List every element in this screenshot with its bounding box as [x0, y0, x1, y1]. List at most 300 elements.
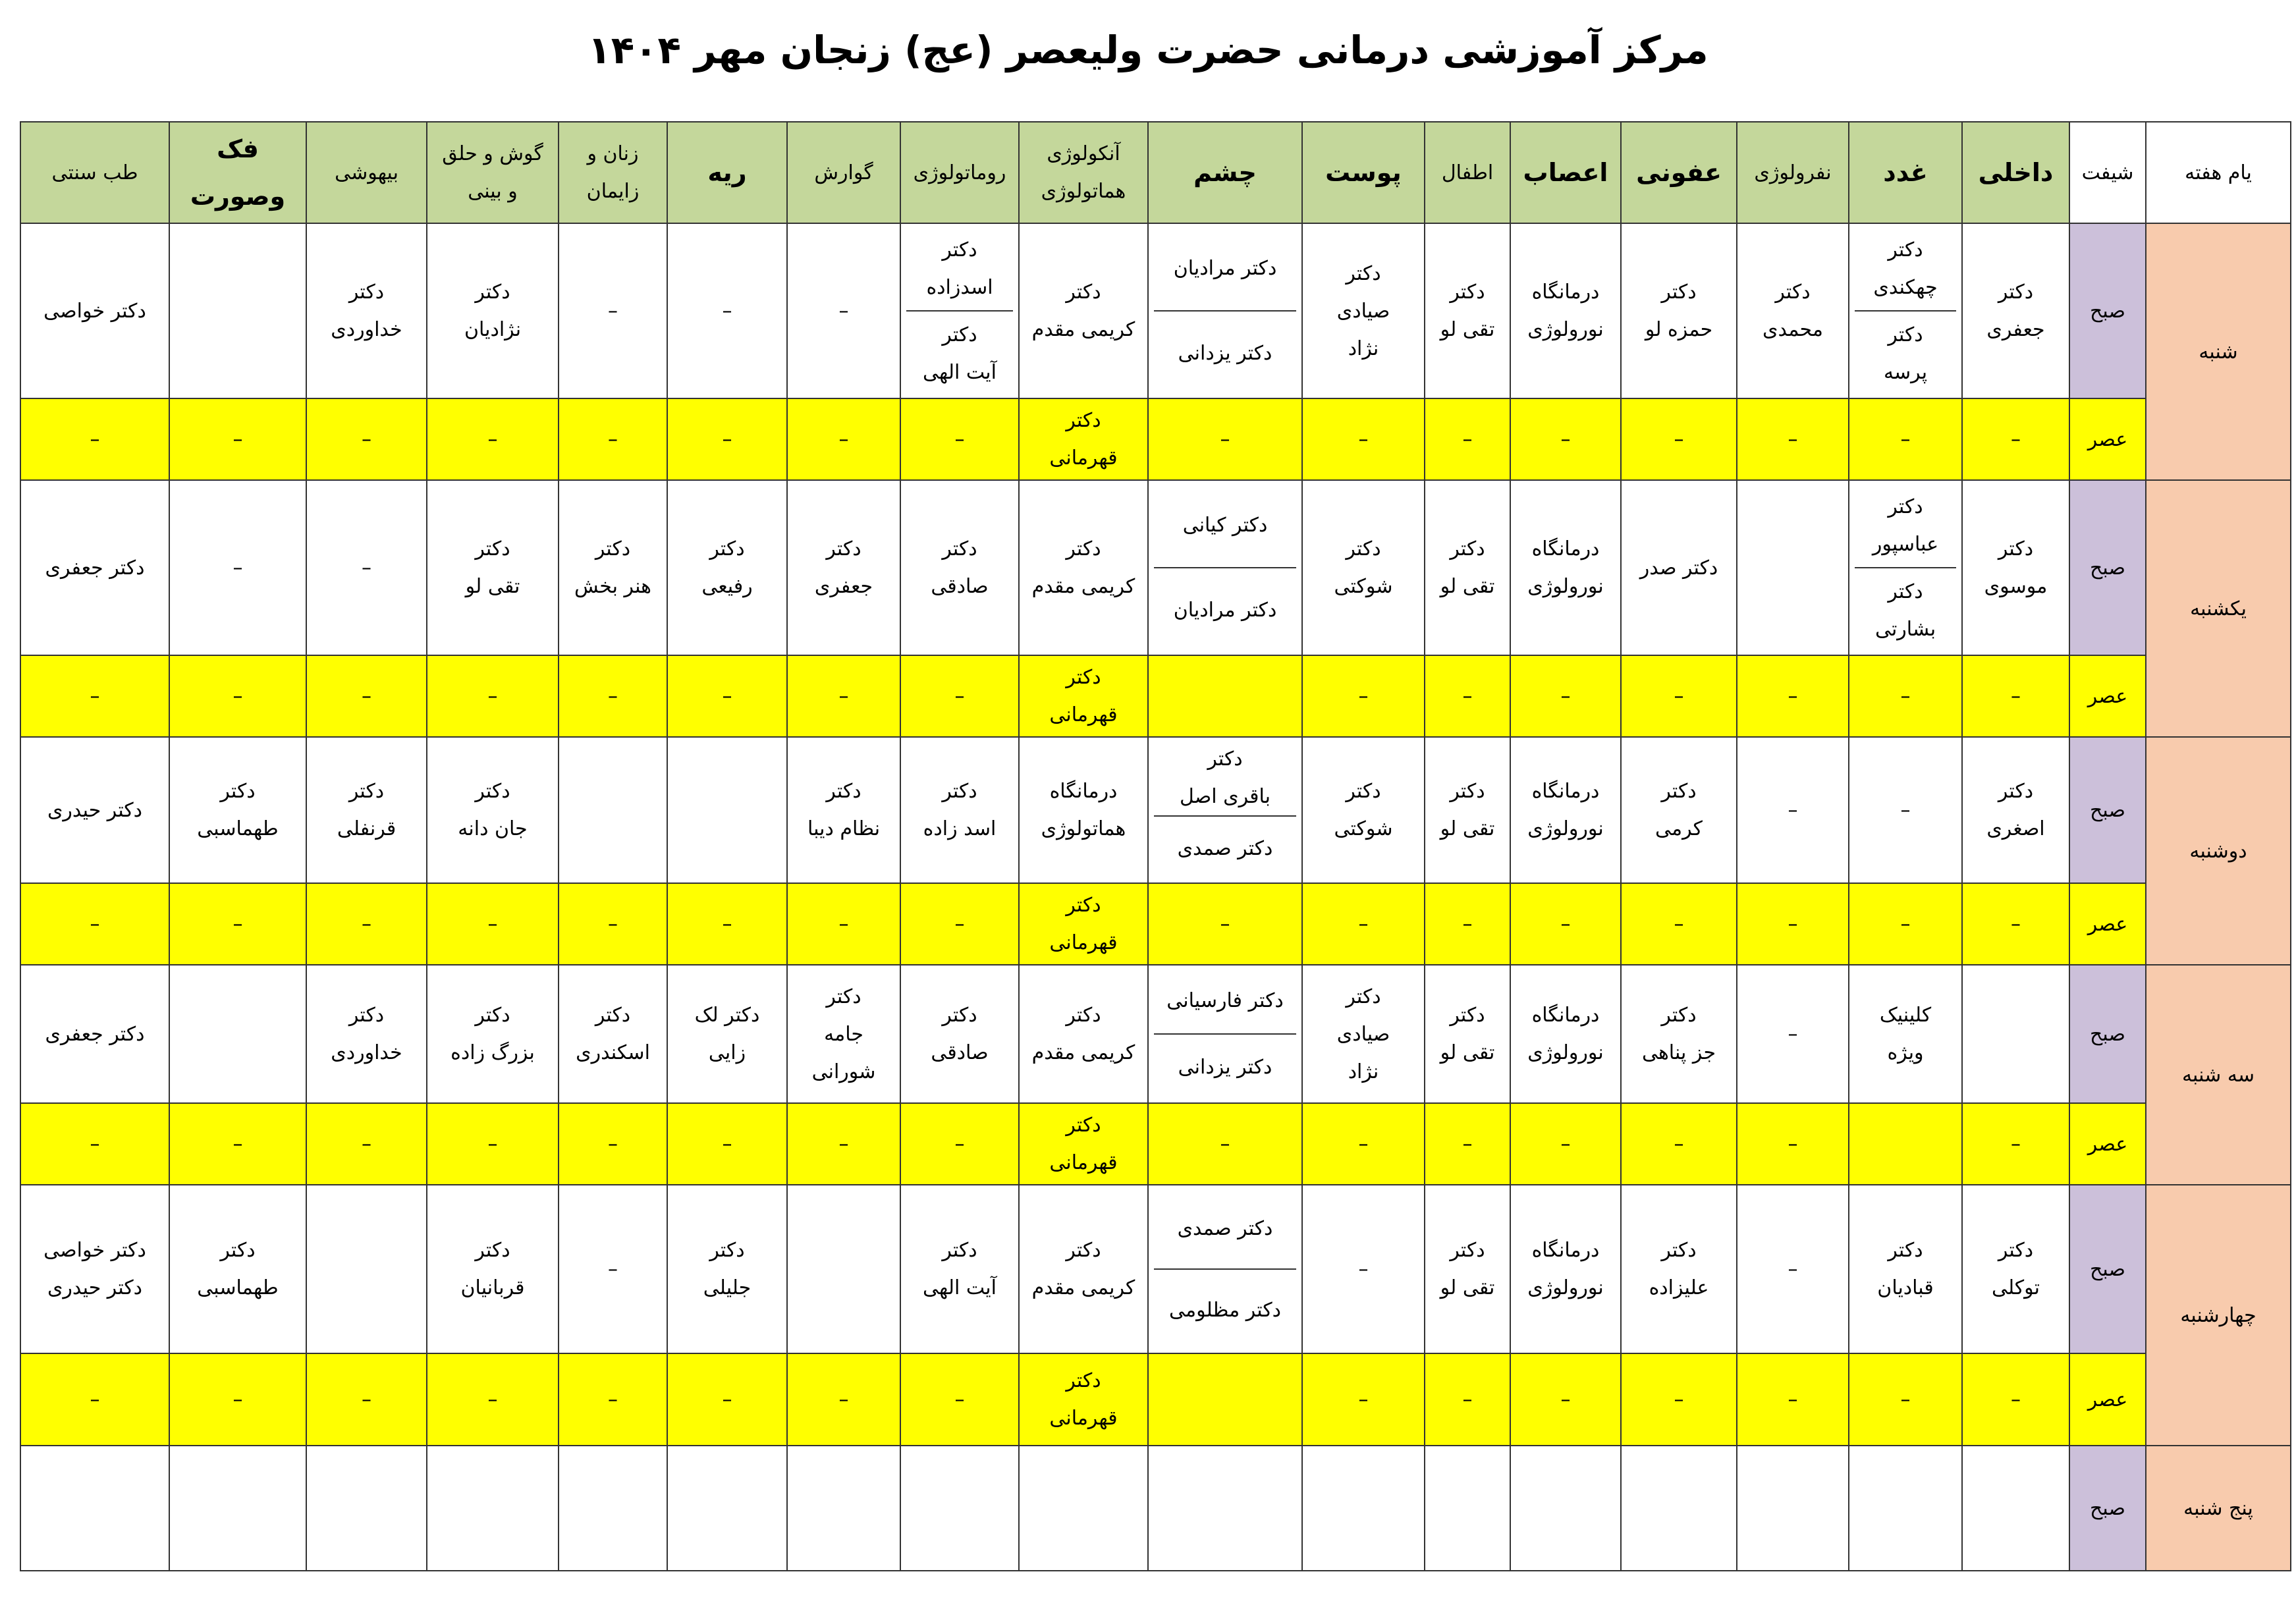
schedule-cell — [1737, 883, 1849, 965]
schedule-cell — [306, 1103, 427, 1185]
schedule-cell — [169, 883, 306, 965]
weekday-label: دوشنبه — [2146, 737, 2291, 965]
schedule-cell — [1849, 480, 1962, 655]
doctor-entry: – — [487, 1132, 498, 1156]
doctor-entry: دکتر قهرمانی — [1049, 894, 1118, 955]
schedule-cell — [559, 655, 667, 737]
doctor-entry: – — [1788, 427, 1798, 451]
schedule-cell — [306, 223, 427, 398]
schedule-cell — [1510, 1446, 1621, 1571]
doctor-entry: دکتر صیادی نژاد — [1336, 985, 1390, 1083]
schedule-cell — [1019, 1103, 1148, 1185]
schedule-cell — [1621, 1353, 1737, 1446]
schedule-cell — [1849, 223, 1962, 398]
schedule-cell — [1621, 965, 1737, 1103]
doctor-entry: – — [1788, 912, 1798, 936]
doctor-entry: دکتر تقی لو — [1440, 1004, 1495, 1065]
doctor-entry: دکتر پرسه — [1855, 310, 1956, 395]
doctor-entry: دکتر عباسپور — [1872, 495, 1939, 556]
schedule-cell — [1737, 223, 1849, 398]
schedule-cell — [306, 398, 427, 480]
doctor-entry: دکتر بشارتی — [1855, 567, 1956, 652]
schedule-cell — [1849, 1446, 1962, 1571]
doctor-entry: دکتر قربانیان — [460, 1239, 525, 1300]
doctor-entry: – — [90, 912, 100, 936]
doctor-entry: – — [1900, 912, 1911, 936]
doctor-entry: – — [487, 1388, 498, 1411]
schedule-cell — [1019, 1353, 1148, 1446]
schedule-cell — [1302, 223, 1425, 398]
doctor-entry: – — [1560, 684, 1571, 708]
schedule-cell — [1621, 883, 1737, 965]
schedule-cell — [306, 965, 427, 1103]
doctor-entry: – — [954, 912, 965, 936]
header-asab: اعصاب — [1510, 122, 1621, 223]
doctor-entry: دکتر جعفری — [814, 537, 873, 599]
doctor-entry: دکتر محمدی — [1762, 281, 1823, 342]
schedule-cell — [20, 965, 169, 1103]
doctor-entry: – — [722, 1388, 732, 1411]
doctor-entry: – — [1358, 1388, 1369, 1411]
schedule-cell — [1302, 398, 1425, 480]
schedule-cell — [667, 398, 787, 480]
schedule-cell — [306, 655, 427, 737]
schedule-cell — [1302, 480, 1425, 655]
schedule-cell — [1148, 883, 1302, 965]
schedule-cell — [1621, 655, 1737, 737]
doctor-entry: – — [608, 1388, 618, 1411]
doctor-entry: – — [2011, 427, 2021, 451]
schedule-cell — [1510, 398, 1621, 480]
schedule-cell — [559, 1103, 667, 1185]
doctor-entry: – — [232, 684, 243, 708]
schedule-cell — [169, 1103, 306, 1185]
schedule-cell — [1510, 965, 1621, 1103]
schedule-cell — [1962, 1446, 2069, 1571]
schedule-cell — [1849, 655, 1962, 737]
doctor-entry: – — [1788, 1257, 1798, 1281]
split-cell — [1855, 227, 1956, 395]
schedule-cell — [667, 1103, 787, 1185]
schedule-cell — [1849, 1353, 1962, 1446]
doctor-entry: – — [722, 684, 732, 708]
schedule-cell — [1148, 737, 1302, 883]
doctor-entry: دکتر لک زایی — [694, 1004, 760, 1065]
schedule-cell — [1621, 1446, 1737, 1571]
shift-morning-label: صبح — [2069, 480, 2146, 655]
doctor-entry: دکتر فارسیانی — [1166, 989, 1284, 1013]
doctor-entry: دکتر خداوردی — [331, 1004, 402, 1065]
doctor-entry: دکتر صادقی — [931, 1004, 989, 1065]
schedule-cell — [559, 1446, 667, 1571]
doctor-entry: – — [1560, 912, 1571, 936]
doctor-entry: – — [232, 427, 243, 451]
doctor-entry: – — [608, 684, 618, 708]
doctor-entry: دکتر قهرمانی — [1049, 1369, 1118, 1430]
doctor-entry: – — [2011, 684, 2021, 708]
schedule-cell — [306, 883, 427, 965]
schedule-cell — [20, 737, 169, 883]
doctor-entry: دکتر قرنفلی — [337, 780, 396, 841]
schedule-cell — [427, 1353, 559, 1446]
schedule-cell — [1621, 1103, 1737, 1185]
weekday-label: پنج شنبه — [2146, 1446, 2291, 1571]
schedule-cell — [1425, 1446, 1510, 1571]
doctor-entry: درمانگاه نورولوژی — [1527, 780, 1604, 841]
schedule-cell — [1302, 883, 1425, 965]
schedule-cell — [1425, 965, 1510, 1103]
table-row — [20, 398, 2291, 480]
schedule-cell — [1737, 1103, 1849, 1185]
header-atfal: اطفال — [1425, 122, 1510, 223]
schedule-cell — [1510, 1103, 1621, 1185]
doctor-entry: – — [1900, 1388, 1911, 1411]
schedule-cell — [20, 655, 169, 737]
schedule-cell — [559, 965, 667, 1103]
doctor-entry: کلینیک ویژه — [1879, 1004, 1932, 1065]
schedule-cell — [20, 480, 169, 655]
doctor-entry: دکتر قهرمانی — [1049, 1114, 1118, 1175]
doctor-entry: دکتر هنر بخش — [574, 537, 651, 599]
schedule-cell — [1737, 398, 1849, 480]
doctor-entry: دکتر اصغری — [1986, 780, 2045, 841]
header-govaresh: گوارش — [787, 122, 900, 223]
table-row — [20, 1353, 2291, 1446]
schedule-cell — [1510, 1185, 1621, 1353]
schedule-cell — [900, 883, 1019, 965]
page-title: مرکز آموزشی درمانی حضرت ولیعصر (عج) زنجان مهر ۱۴۰۴ — [588, 28, 1708, 72]
doctor-entry: دکتر کرمی — [1655, 780, 1703, 841]
schedule-cell — [1849, 965, 1962, 1103]
doctor-entry: – — [1674, 684, 1684, 708]
split-cell — [1154, 968, 1296, 1100]
doctor-entry: – — [1358, 427, 1369, 451]
header-dakheli: داخلی — [1962, 122, 2069, 223]
doctor-entry: دکتر یزدانی — [1154, 1033, 1296, 1100]
doctor-entry: دکتر شوکتی — [1334, 537, 1393, 599]
schedule-cell — [667, 1185, 787, 1353]
doctor-entry: دکتر علیزاده — [1649, 1239, 1709, 1300]
schedule-cell — [306, 1353, 427, 1446]
doctor-entry: – — [90, 427, 100, 451]
header-rheum: روماتولوژی — [900, 122, 1019, 223]
doctor-entry: – — [1674, 1388, 1684, 1411]
schedule-cell — [900, 965, 1019, 1103]
doctor-entry: – — [722, 1132, 732, 1156]
doctor-entry: – — [1358, 684, 1369, 708]
header-onco: آنکولوژی هماتولوژی — [1019, 122, 1148, 223]
doctor-entry: دکتر قبادیان — [1877, 1239, 1934, 1300]
schedule-cell — [1019, 1446, 1148, 1571]
table-row — [20, 965, 2291, 1103]
doctor-entry: دکتر تقی لو — [1440, 780, 1495, 841]
schedule-cell — [1148, 1103, 1302, 1185]
shift-evening-label: عصر — [2069, 655, 2146, 737]
schedule-cell — [900, 1353, 1019, 1446]
header-day: یام هفته — [2146, 122, 2291, 223]
schedule-cell — [20, 1446, 169, 1571]
doctor-entry: – — [722, 299, 732, 323]
schedule-cell — [1737, 655, 1849, 737]
schedule-cell — [1510, 883, 1621, 965]
doctor-entry: – — [1462, 1388, 1473, 1411]
doctor-entry: دکتر صمدی — [1154, 815, 1296, 880]
schedule-cell — [900, 223, 1019, 398]
doctor-entry: دکتر جعفری — [1986, 281, 2045, 342]
schedule-cell — [1510, 737, 1621, 883]
doctor-entry: – — [90, 1388, 100, 1411]
schedule-cell — [1425, 480, 1510, 655]
schedule-cell — [20, 223, 169, 398]
schedule-cell — [1019, 965, 1148, 1103]
doctor-entry: – — [1788, 1022, 1798, 1046]
schedule-body — [20, 223, 2291, 1571]
doctor-entry: – — [1462, 427, 1473, 451]
schedule-cell — [787, 223, 900, 398]
schedule-cell — [20, 1353, 169, 1446]
doctor-entry: – — [1788, 1132, 1798, 1156]
schedule-cell — [169, 655, 306, 737]
schedule-cell — [169, 1185, 306, 1353]
schedule-cell — [1962, 480, 2069, 655]
split-cell — [1154, 740, 1296, 880]
schedule-cell — [1425, 1185, 1510, 1353]
schedule-cell — [169, 1353, 306, 1446]
schedule-cell — [1425, 1103, 1510, 1185]
schedule-cell — [1962, 737, 2069, 883]
doctor-entry: دکتر جان دانه — [458, 780, 528, 841]
doctor-entry: – — [1358, 1132, 1369, 1156]
doctor-entry: دکتر جعفری — [45, 556, 145, 580]
schedule-cell — [427, 1446, 559, 1571]
schedule-cell — [900, 1103, 1019, 1185]
schedule-cell — [1425, 223, 1510, 398]
doctor-entry: دکتر تقی لو — [1440, 281, 1495, 342]
schedule-cell — [427, 965, 559, 1103]
doctor-entry: – — [232, 1132, 243, 1156]
doctor-entry: دکتر اسدزاده — [926, 238, 993, 299]
doctor-entry: دکتر صادقی — [931, 537, 989, 599]
doctor-entry: – — [1788, 1388, 1798, 1411]
doctor-entry: دکتر جلیلی — [703, 1239, 752, 1300]
schedule-cell — [667, 737, 787, 883]
doctor-entry: درمانگاه هماتولوژی — [1041, 780, 1126, 841]
doctor-entry: – — [362, 1132, 371, 1156]
schedule-cell — [1962, 223, 2069, 398]
header-zanan: زنان و زایمان — [559, 122, 667, 223]
doctor-entry: درمانگاه نورولوژی — [1527, 537, 1604, 599]
schedule-cell — [1510, 480, 1621, 655]
schedule-cell — [169, 480, 306, 655]
schedule-cell — [1425, 655, 1510, 737]
schedule-cell — [787, 480, 900, 655]
shift-morning-label: صبح — [2069, 223, 2146, 398]
schedule-cell — [900, 655, 1019, 737]
header-poost: پوست — [1302, 122, 1425, 223]
doctor-entry: – — [954, 1132, 965, 1156]
doctor-entry: – — [954, 427, 965, 451]
doctor-entry: درمانگاه نورولوژی — [1527, 281, 1604, 342]
doctor-entry: – — [1560, 427, 1571, 451]
doctor-entry: – — [1674, 1132, 1684, 1156]
split-cell — [1855, 483, 1956, 652]
schedule-cell — [1148, 398, 1302, 480]
split-cell — [1154, 483, 1296, 652]
doctor-entry: دکتر آیت الهی — [906, 310, 1013, 395]
schedule-cell — [1621, 1185, 1737, 1353]
schedule-cell — [1621, 737, 1737, 883]
schedule-cell — [427, 223, 559, 398]
schedule-cell — [169, 223, 306, 398]
schedule-table — [20, 121, 2291, 1571]
doctor-entry: – — [487, 427, 498, 451]
doctor-entry: – — [232, 912, 243, 936]
schedule-cell — [667, 1446, 787, 1571]
doctor-entry: – — [1220, 912, 1230, 936]
table-row — [20, 480, 2291, 655]
doctor-entry: دکتر موسوی — [1984, 537, 2048, 599]
schedule-cell — [1148, 655, 1302, 737]
schedule-cell — [787, 1353, 900, 1446]
schedule-cell — [1962, 398, 2069, 480]
schedule-cell — [1737, 965, 1849, 1103]
schedule-cell — [787, 1185, 900, 1353]
doctor-entry: – — [608, 912, 618, 936]
doctor-entry: دکتر بزرگ زاده — [451, 1004, 535, 1065]
header-rie: ریه — [667, 122, 787, 223]
schedule-cell — [427, 398, 559, 480]
schedule-cell — [900, 480, 1019, 655]
doctor-entry: دکتر توکلی — [1991, 1239, 2040, 1300]
doctor-entry: – — [362, 684, 371, 708]
doctor-entry: دکتر باقری اصل — [1180, 747, 1271, 809]
schedule-cell — [1425, 398, 1510, 480]
schedule-cell — [787, 883, 900, 965]
schedule-cell — [900, 737, 1019, 883]
split-cell — [906, 227, 1013, 395]
doctor-entry: – — [954, 684, 965, 708]
doctor-entry: – — [608, 1132, 618, 1156]
doctor-entry: – — [1560, 1132, 1571, 1156]
schedule-cell — [169, 1446, 306, 1571]
doctor-entry: – — [838, 684, 849, 708]
schedule-cell — [427, 480, 559, 655]
doctor-entry: دکتر خداوردی — [331, 281, 402, 342]
table-row — [20, 883, 2291, 965]
doctor-entry: – — [1220, 1132, 1230, 1156]
doctor-entry: – — [608, 1257, 618, 1281]
doctor-entry: دکتر کریمی مقدم — [1031, 1239, 1135, 1300]
schedule-cell — [20, 1185, 169, 1353]
shift-evening-label: عصر — [2069, 883, 2146, 965]
doctor-entry: – — [1900, 798, 1911, 822]
schedule-cell — [667, 655, 787, 737]
doctor-entry: دکتر جامه شورانی — [811, 985, 876, 1083]
schedule-cell — [1019, 480, 1148, 655]
doctor-entry: دکتر صیادی نژاد — [1336, 261, 1390, 360]
schedule-cell — [1019, 737, 1148, 883]
schedule-cell — [787, 737, 900, 883]
schedule-cell — [306, 1185, 427, 1353]
weekday-label: چهارشنبه — [2146, 1185, 2291, 1446]
doctor-entry: – — [1674, 912, 1684, 936]
doctor-entry: دکتر قهرمانی — [1049, 409, 1118, 470]
schedule-cell — [1019, 223, 1148, 398]
header-ghodad: غدد — [1849, 122, 1962, 223]
doctor-entry: – — [1358, 912, 1369, 936]
table-row — [20, 1446, 2291, 1571]
doctor-entry: – — [362, 912, 371, 936]
doctor-entry: – — [1462, 684, 1473, 708]
schedule-cell — [1737, 737, 1849, 883]
doctor-entry: دکتر تقی لو — [1440, 537, 1495, 599]
doctor-entry: دکتر مرادیان — [1154, 567, 1296, 652]
doctor-entry: دکتر مظلومی — [1154, 1268, 1296, 1350]
schedule-cell — [427, 737, 559, 883]
doctor-entry: دکتر اسد زاده — [923, 780, 997, 841]
doctor-entry: دکتر قهرمانی — [1049, 666, 1118, 727]
doctor-entry: – — [838, 912, 849, 936]
doctor-entry: دکتر کریمی مقدم — [1031, 281, 1135, 342]
schedule-cell — [1148, 965, 1302, 1103]
schedule-cell — [20, 883, 169, 965]
schedule-cell — [667, 480, 787, 655]
doctor-entry: – — [362, 1388, 371, 1411]
schedule-cell — [1148, 480, 1302, 655]
doctor-entry: دکتر کیانی — [1182, 514, 1268, 537]
doctor-entry: دکتر صدر — [1639, 556, 1718, 580]
schedule-cell — [1962, 1185, 2069, 1353]
doctor-entry: – — [954, 1388, 965, 1411]
schedule-cell — [667, 883, 787, 965]
doctor-entry: – — [487, 684, 498, 708]
schedule-cell — [1849, 398, 1962, 480]
doctor-entry: دکتر مرادیان — [1173, 257, 1277, 281]
doctor-entry: – — [1788, 684, 1798, 708]
schedule-cell — [1425, 737, 1510, 883]
table-row — [20, 655, 2291, 737]
weekday-label: یکشنبه — [2146, 480, 2291, 737]
shift-evening-label: عصر — [2069, 1103, 2146, 1185]
schedule-cell — [1302, 965, 1425, 1103]
header-ofooni: عفونی — [1621, 122, 1737, 223]
schedule-cell — [1621, 398, 1737, 480]
doctor-entry: دکتر صمدی — [1177, 1216, 1273, 1240]
doctor-entry: دکتر تقی لو — [465, 537, 520, 599]
doctor-entry: دکتر رفیعی — [701, 537, 753, 599]
schedule-cell — [20, 398, 169, 480]
doctor-entry: دکتر چهکندی — [1873, 238, 1938, 299]
doctor-entry: – — [1220, 427, 1230, 451]
schedule-cell — [559, 1185, 667, 1353]
doctor-entry: – — [90, 1132, 100, 1156]
schedule-cell — [1621, 480, 1737, 655]
table-row — [20, 223, 2291, 398]
doctor-entry: – — [2011, 1132, 2021, 1156]
schedule-cell — [1302, 737, 1425, 883]
schedule-cell — [169, 737, 306, 883]
weekday-label: شنبه — [2146, 223, 2291, 480]
doctor-entry: – — [608, 299, 618, 323]
schedule-cell — [1737, 1185, 1849, 1353]
schedule-cell — [20, 1103, 169, 1185]
weekday-label: سه شنبه — [2146, 965, 2291, 1185]
schedule-cell — [306, 1446, 427, 1571]
schedule-cell — [1019, 1185, 1148, 1353]
doctor-entry: دکتر کریمی مقدم — [1031, 1004, 1135, 1065]
schedule-cell — [900, 1446, 1019, 1571]
schedule-cell — [559, 1353, 667, 1446]
